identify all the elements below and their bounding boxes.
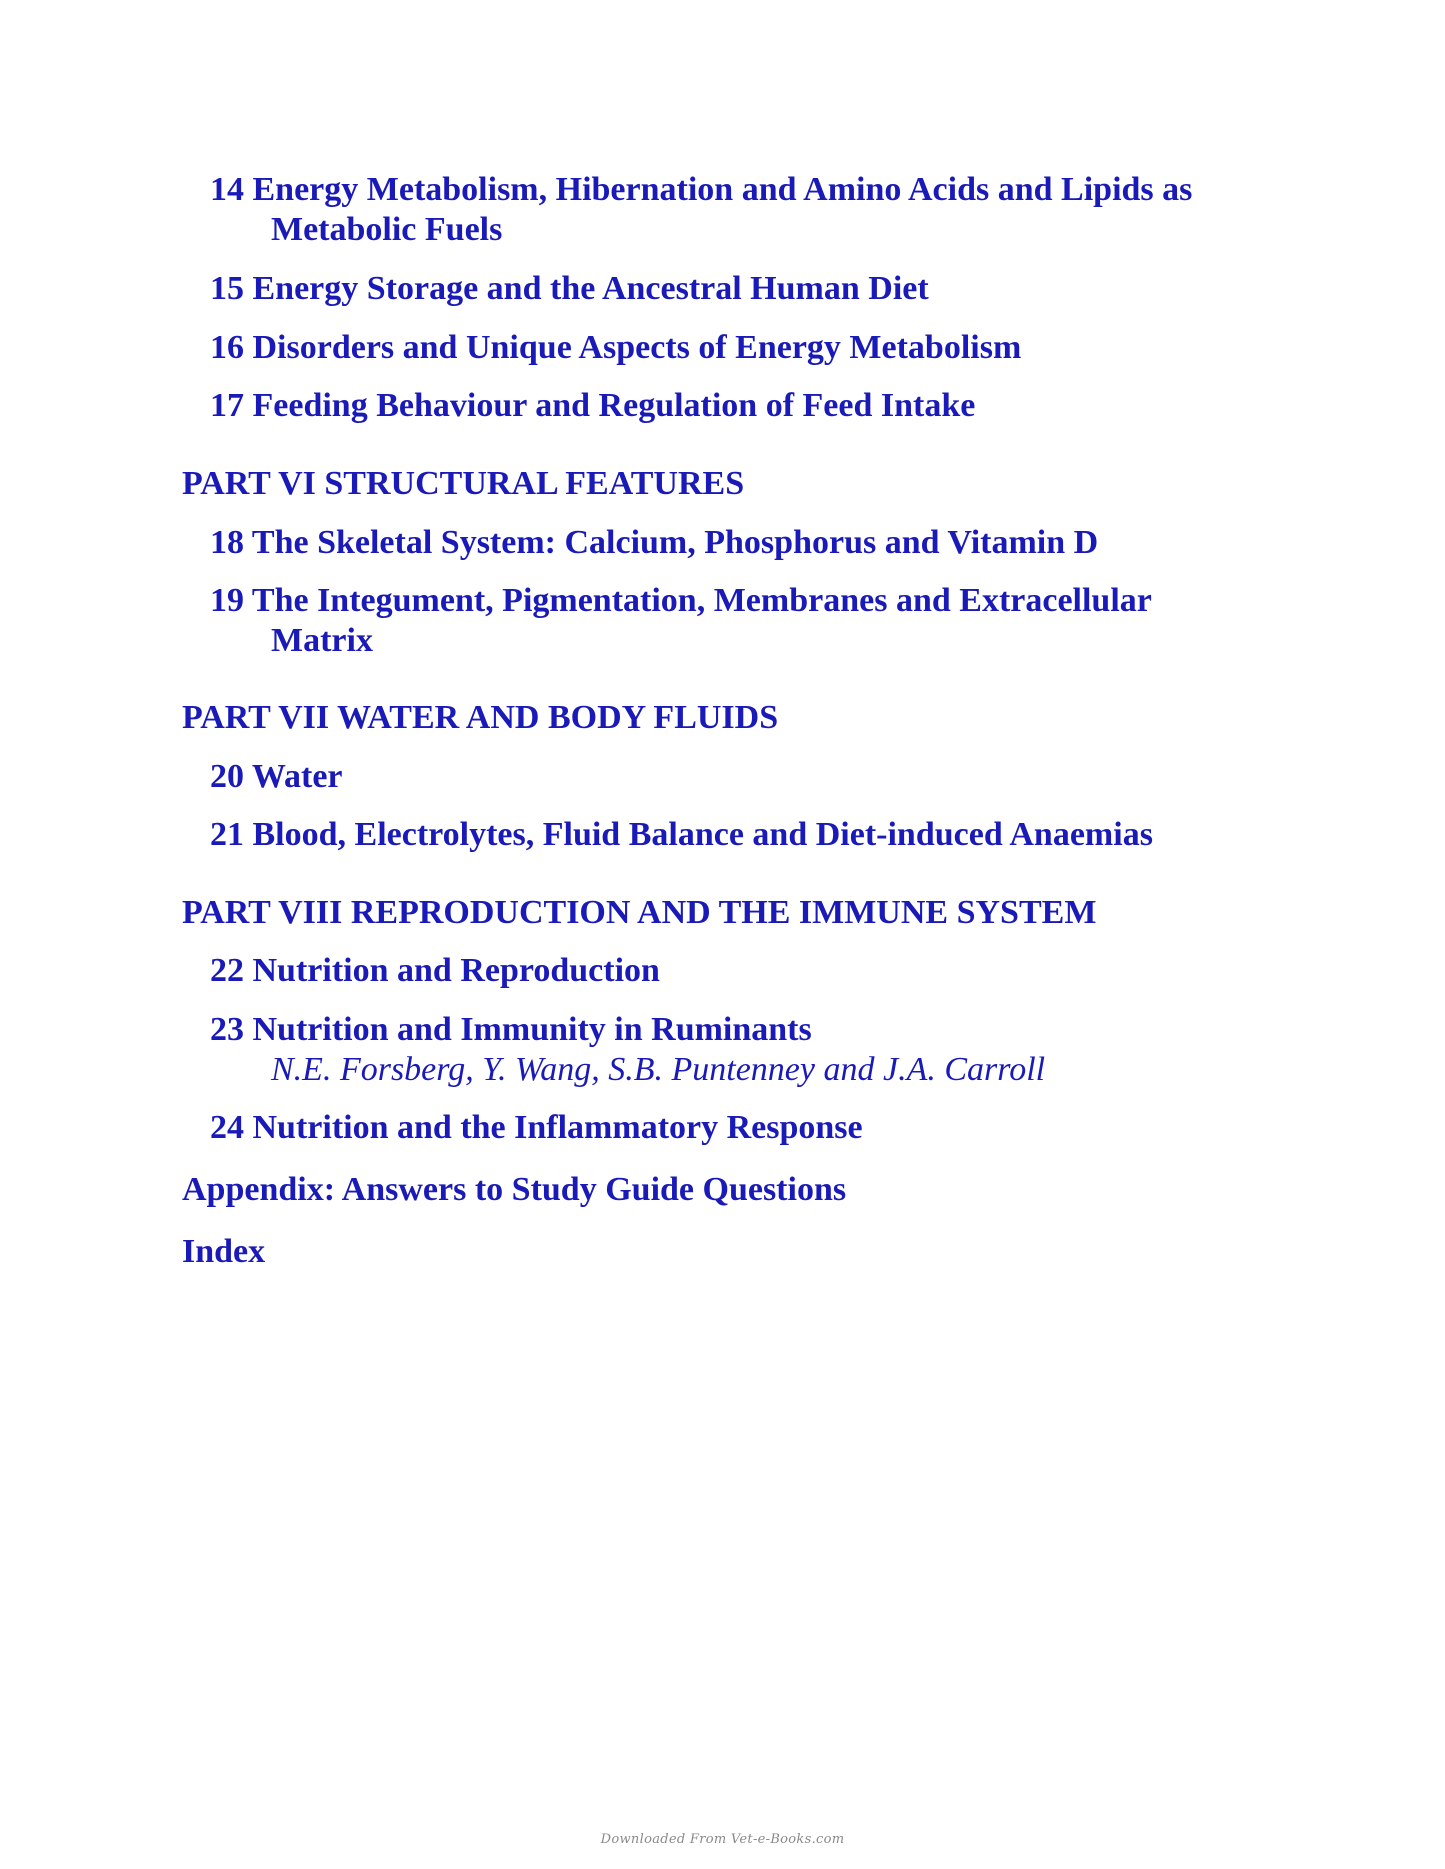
toc-chapter-16-title: 16 Disorders and Unique Aspects of Energy Metabolism <box>210 329 1022 366</box>
toc-chapter-22-title: 22 Nutrition and Reproduction <box>210 952 660 989</box>
toc-chapter-17-link[interactable] <box>210 386 975 426</box>
toc-chapter-16-link[interactable] <box>210 328 1021 368</box>
toc-chapter-20-title: 20 Water <box>210 758 343 795</box>
toc-index-title: Index <box>182 1233 266 1270</box>
toc-part-7-title: PART VII WATER AND BODY FLUIDS <box>182 699 779 736</box>
toc-chapter-19-title: 19 The Integument, Pigmentation, Membranes and Extracellular <box>210 582 1152 619</box>
toc-appendix-title: Appendix: Answers to Study Guide Questions <box>182 1171 847 1208</box>
toc-chapter-18-title: 18 The Skeletal System: Calcium, Phosphorus and Vitamin D <box>210 524 1099 561</box>
toc-chapter-17-title: 17 Feeding Behaviour and Regulation of Feed Intake <box>210 387 976 424</box>
toc-chapter-24-link[interactable] <box>210 1108 863 1148</box>
toc-chapter-22-link[interactable] <box>210 951 660 991</box>
toc-chapter-14-title-continued: Metabolic Fuels <box>271 211 503 248</box>
toc-chapter-21-title: 21 Blood, Electrolytes, Fluid Balance and Diet-induced Anaemias <box>210 816 1153 853</box>
toc-chapter-23-title: 23 Nutrition and Immunity in Ruminants <box>210 1011 812 1048</box>
toc-chapter-15-title: 15 Energy Storage and the Ancestral Human Diet <box>210 270 929 307</box>
toc-chapter-18-link[interactable] <box>210 523 1098 563</box>
toc-chapter-19-link[interactable] <box>210 581 1152 661</box>
toc-chapter-19-title-continued: Matrix <box>271 622 373 659</box>
toc-chapter-24-title: 24 Nutrition and the Inflammatory Response <box>210 1109 863 1146</box>
toc-chapter-20-link[interactable] <box>210 757 343 797</box>
toc-part-7-link[interactable] <box>182 698 778 738</box>
toc-part-6-link[interactable] <box>182 464 744 504</box>
toc-part-6-title: PART VI STRUCTURAL FEATURES <box>182 465 745 502</box>
toc-chapter-14-link[interactable] <box>210 170 1192 250</box>
toc-appendix-link[interactable] <box>182 1170 846 1210</box>
toc-chapter-14-title: 14 Energy Metabolism, Hibernation and Amino Acids and Lipids as <box>210 171 1193 208</box>
toc-chapter-15-link[interactable] <box>210 269 929 309</box>
toc-part-8-link[interactable] <box>182 893 1096 933</box>
download-watermark: Downloaded From Vet-e-Books.com <box>600 1832 845 1847</box>
toc-part-8-title: PART VIII REPRODUCTION AND THE IMMUNE SYSTEM <box>182 894 1097 931</box>
toc-index-link[interactable] <box>182 1232 265 1272</box>
toc-chapter-23-authors: N.E. Forsberg, Y. Wang, S.B. Puntenney and J.A. Carroll <box>271 1051 1046 1088</box>
toc-chapter-23-link[interactable] <box>210 1010 1045 1090</box>
toc-chapter-21-link[interactable] <box>210 815 1153 855</box>
